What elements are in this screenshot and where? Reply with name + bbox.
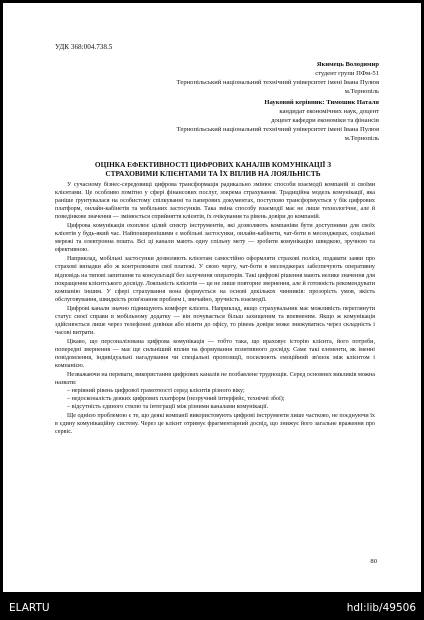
- document-page: [3, 3, 421, 592]
- page-number: 80: [370, 558, 377, 565]
- supervisor-block: [177, 99, 379, 144]
- author-role: студент групи ПФм-51: [315, 69, 379, 77]
- author-block: [177, 61, 379, 97]
- repository-name: ELARTU: [9, 602, 50, 614]
- list-item: – недосконалість деяких цифрових платформ (незручний інтерфейс, технічні збої);: [67, 396, 285, 403]
- body-paragraph: Ще однією проблемою є те, що деякі компанії використовують цифрові інструменти лише частково, не поєднуючи їх в єдину комунікаційну систему. Через це клієнт отримує фрагментарний досвід, що знижує його загальне враження про сервіс.: [55, 413, 375, 436]
- supervisor-position: доцент кафедри економіки та фінансів: [271, 116, 379, 124]
- paper-body: [55, 181, 375, 436]
- body-paragraph: Незважаючи на переваги, використання цифрових каналів не позбавлене труднощів. Серед основних викликів можна назвати:: [55, 372, 376, 387]
- paper-title: [51, 160, 375, 178]
- body-paragraph: Цифрова комунікація охоплює цілий спектр інструментів, які дозволяють компаніям бути доступними для своїх клієнтів у будь-який час. Найпоширенішими є мобільні застосунки, онлайн-кабінети, чат-боти в месенджерах, соціальні мережі та електронна пошта. Всі ці канали мають одну спільну мету — зробити комунікацію швидкою, зручною та ефективною.: [55, 223, 375, 254]
- supervisor-university: Тернопільський національний технічний університет імені Івана Пулюя: [176, 125, 379, 133]
- body-paragraph: Наприклад, мобільні застосунки дозволяють клієнтам самостійно оформляти страхові поліси, подавати заяви про страхові випадки або ж контролювати свої платежі. У свою чергу, чат-боти в месенджерах забезпечують оперативну відповідь на типові запитання та консультації без залучення операторів. Такі цифрові рішення мають велике значення для покращення клієнтського досвіду. Лояльність клієнтів — це не лише повторне звернення, але й готовність рекомендувати компанію іншим. У сфері страхування вона формується на основі декількох чинників: прозорість умов, якість обслуговування, швидкість розв'язання проблем і, звичайно, зручність взаємодії.: [55, 256, 375, 303]
- body-paragraph: Цікаво, що персоналізована цифрова комунікація — тобто така, що враховує історію клієнта, його потреби, попередні звернення — має ще сильніший вплив на формування позитивного досвіду. Саме такі елементи, як іменні повідомлення, індивідуальні нагадування чи спеціальні пропозиції, посилюють емоційний зв'язок між клієнтом і компанією.: [55, 338, 375, 370]
- udc-code: УДК 368:004.738.5: [55, 43, 113, 51]
- supervisor-name: Науковий керівник: Тимошик Наталя: [264, 99, 379, 106]
- repository-footer: [0, 592, 424, 620]
- challenges-list: [55, 387, 375, 411]
- supervisor-degree: кандидат економічних наук, доцент: [279, 107, 379, 115]
- body-paragraph: У сучасному бізнес-середовищі цифрова трансформація радикально змінює способи взаємодії компаній зі своїми клієнтами. Це особливо помітно у сфері фінансових послуг, зокрема страхування. Традиційна модель комунікації, яка раніше ґрунтувалася на особистому спілкуванні та паперових документах, поступово трансформується у бік цифрових платформ, онлайн-кабінетів та мобільних застосунків. Така зміна способу взаємодії має не лише технологічне, але й поведінкове значення — змінюється сприйняття клієнтів, їх очікування та рівень довіри до компаній.: [55, 182, 375, 221]
- author-name: Якимець Володимир: [316, 61, 379, 68]
- list-item: – нерівний рівень цифрової грамотності серед клієнтів різного віку;: [67, 388, 245, 395]
- list-item: – відсутність єдиного стилю та інтеграції між різними каналами комунікації.: [67, 404, 269, 411]
- title-line: СТРАХОВИМИ КЛІЄНТАМИ ТА ЇХ ВПЛИВ НА ЛОЯЛЬНІСТЬ: [105, 169, 321, 178]
- supervisor-city: м.Тернопіль: [344, 134, 379, 142]
- title-line: ОЦІНКА ЕФЕКТИВНОСТІ ЦИФРОВИХ КАНАЛІВ КОМУНІКАЦІЇ З: [94, 160, 332, 169]
- handle-identifier: hdl:lib/49506: [346, 602, 416, 614]
- body-paragraph: Цифрові канали значно підвищують комфорт клієнта. Наприклад, якщо страхувальник має можливість переглянути статус своєї справи в мобільному додатку — він почувається більш захищеним та впевненим. Якщо ж комунікація здійснюється лише через телефонні дзвінки або візити до офісу, то рівень довіри може знижуватись через складність і часові витрати.: [55, 305, 375, 336]
- author-university: Тернопільський національний технічний університет імені Івана Пулюя: [176, 78, 379, 86]
- author-city: м.Тернопіль: [344, 87, 379, 95]
